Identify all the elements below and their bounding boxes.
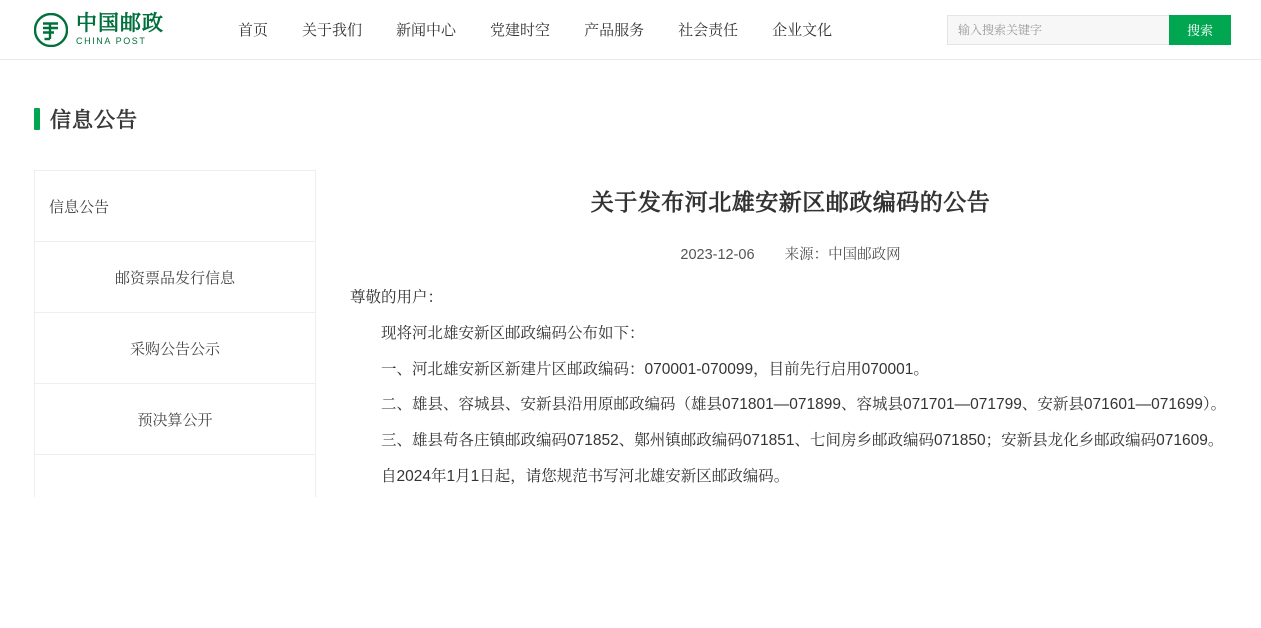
nav-item-news-center[interactable]: 新闻中心 [396,22,457,39]
nav-item-corporate-culture[interactable]: 企业文化 [772,22,833,39]
article-paragraph: 三、雄县苟各庄镇邮政编码071852、鄚州镇邮政编码071851、七间房乡邮政编码071850；安新县龙化乡邮政编码071609。 [381,432,1224,450]
nav-item-products-services[interactable]: 产品服务 [584,22,645,39]
article-paragraph: 现将河北雄安新区邮政编码公布如下： [381,324,645,342]
article-paragraph: 二、雄县、容城县、安新县沿用原邮政编码（雄县071801—071899、容城县071701—071799、安新县071601—071699）。 [381,396,1227,414]
sidebar-menu [34,170,316,497]
site-header [0,0,1261,60]
logo-text [76,13,164,46]
logo-text-en: CHINA POST [76,36,147,46]
search-button[interactable]: 搜索 [1169,15,1231,45]
sidebar-item-procurement-notice[interactable] [35,313,315,384]
article-date: 2023-12-06 [680,247,755,264]
site-logo[interactable] [34,13,164,47]
page-title: 信息公告 [50,109,138,133]
sidebar-item-label: 邮资票品发行信息 [114,269,235,287]
nav-item-home[interactable]: 首页 [238,22,269,39]
sidebar-item-information-announcement[interactable] [35,171,315,242]
sidebar-item-budget-disclosure[interactable] [35,384,315,455]
sidebar-item-stamp-issue-info[interactable] [35,242,315,313]
title-accent-bar [34,108,40,130]
article-source: 来源：中国邮政网 [784,247,901,264]
main-nav [236,15,834,44]
nav-item-party-building[interactable]: 党建时空 [490,22,551,39]
search-box [947,15,1231,45]
article-paragraph: 尊敬的用户： [350,289,444,307]
article-paragraph: 一、河北雄安新区新建片区邮政编码：070001-070099，目前先行启用070001。 [381,360,929,378]
china-post-emblem-icon [34,13,68,47]
article-title: 关于发布河北雄安新区邮政编码的公告 [590,189,991,216]
nav-item-social-responsibility[interactable]: 社会责任 [678,22,739,39]
article-meta [350,243,1231,264]
content-area [0,148,1261,497]
logo-text-cn: 中国邮政 [76,12,164,35]
article-body [350,282,1231,493]
article [350,170,1231,497]
sidebar-item-label: 信息公告 [49,198,110,216]
article-paragraph: 自2024年1月1日起，请您规范书写河北雄安新区邮政编码。 [381,467,790,485]
page-title-row [0,60,1261,148]
search-input[interactable] [947,15,1169,45]
nav-item-about-us[interactable]: 关于我们 [302,22,363,39]
sidebar-item-label: 采购公告公示 [129,340,220,358]
sidebar-item-label: 预决算公开 [137,411,213,429]
